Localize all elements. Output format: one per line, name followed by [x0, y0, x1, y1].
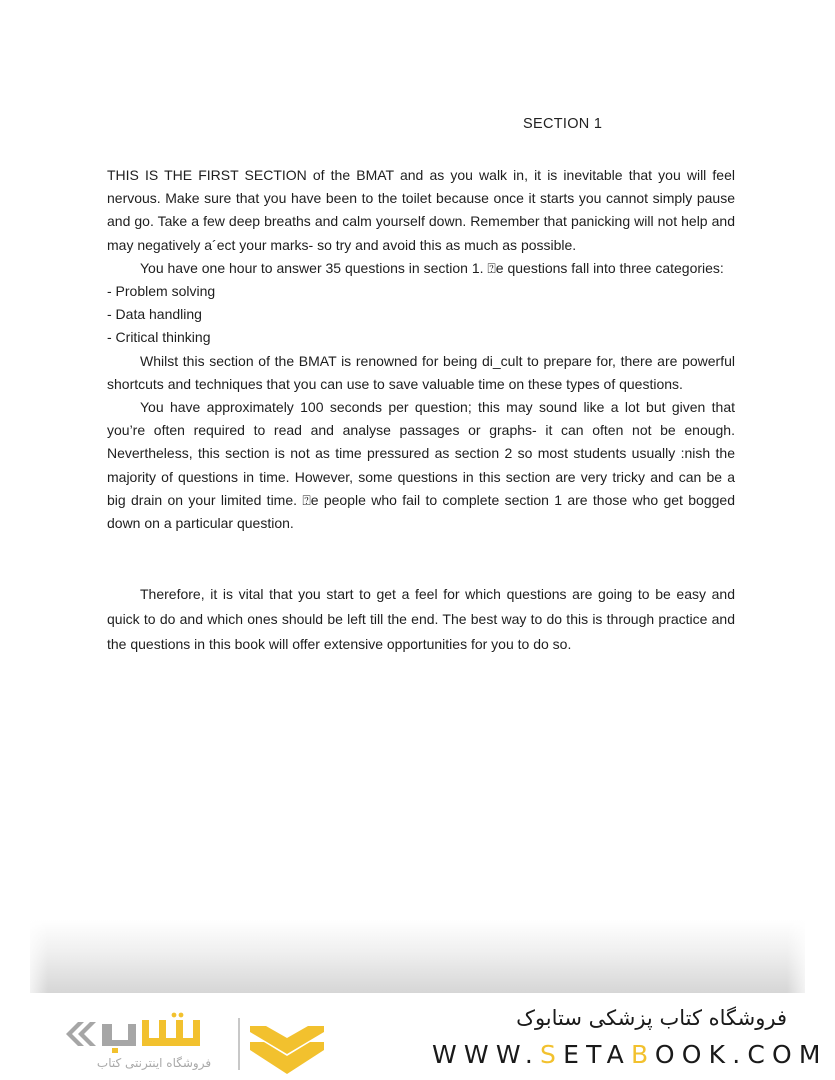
category-item-problem-solving: - Problem solving: [107, 283, 216, 300]
url-suffix: OOK.COM: [654, 1040, 828, 1069]
paragraph-conclusion: Therefore, it is vital that you start to get a feel for which questions are going to be easy and quick to do and which ones should be left till the end. The best way to do this is through practice and the questions in this book will offer extensive opportunities for you to do so.: [107, 586, 735, 652]
category-item-critical-thinking: - Critical thinking: [107, 329, 211, 346]
logo-divider: [238, 1018, 240, 1070]
store-url: [432, 1040, 828, 1069]
category-item-data-handling: - Data handling: [107, 306, 202, 323]
setabook-logo: [62, 1012, 332, 1078]
url-eta: ETA: [563, 1040, 631, 1069]
paragraph-time-limit: You have one hour to answer 35 questions in section 1. ⍰e questions fall into three categories:: [140, 259, 724, 276]
body-text-lower: [107, 582, 735, 657]
logo-subtitle: فروشگاه اینترنتی کتاب: [96, 1056, 212, 1070]
paragraph-intro: THIS IS THE FIRST SECTION of the BMAT and as you walk in, it is inevitable that you will feel nervous. Make sure that you have been to the toilet because once it starts you cannot simply pause and go. Take a few deep breaths and calm yourself down. Remember that panicking will not help and may negatively a´ect your marks- so try and avoid this as much as possible.: [107, 167, 735, 253]
paragraph-shortcuts: Whilst this section of the BMAT is renowned for being di_cult to prepare for, there are powerful shortcuts and techniques that you can use to save valuable time on these types of questions.: [107, 352, 735, 392]
url-prefix: WWW.: [432, 1040, 541, 1069]
store-name: فروشگاه کتاب پزشکی ستابوک: [516, 1006, 787, 1030]
footer-gradient-band: [30, 920, 805, 993]
paragraph-time-per-question: You have approximately 100 seconds per question; this may sound like a lot but given that you’re often required to read and analyse passages or graphs- it can often not be enough. Nevertheless, this section is not as time pressured as section 2 so most students usually :nish the majority of questions in time. However, some questions in this section are very tricky and can be a big drain on your limited time. ⍰e people who fail to complete section 1 are those who get bogged down on a particular question.: [107, 399, 735, 532]
logo-wordmark-icon: [62, 1012, 234, 1056]
chevron-emblem-icon: [248, 1018, 326, 1076]
body-text-upper: [107, 164, 735, 535]
section-title: SECTION 1: [523, 116, 603, 132]
url-highlight-s: S: [540, 1040, 564, 1069]
url-highlight-b: B: [630, 1040, 655, 1069]
